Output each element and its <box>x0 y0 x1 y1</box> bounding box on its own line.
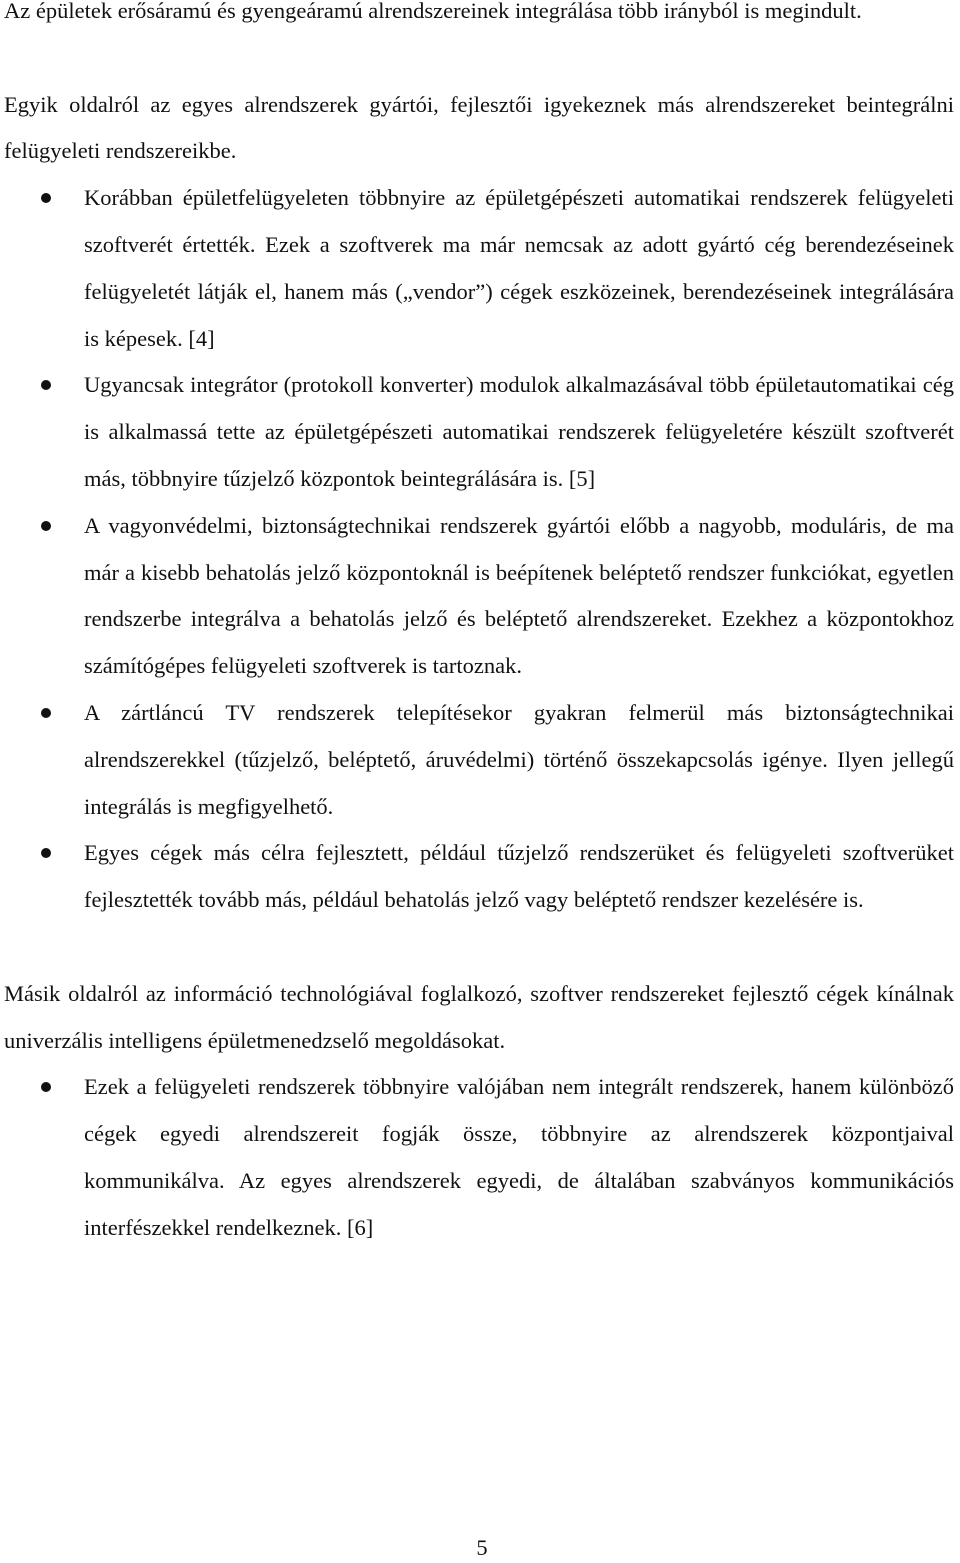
bullet-item <box>0 1064 960 1251</box>
intro-paragraph: Az épületek erősáramú és gyengeáramú alrendszereinek integrálása több irányból is megindult. <box>4 0 862 23</box>
bullet-icon <box>41 380 51 390</box>
section-one-paragraph: Egyik oldalról az egyes alrendszerek gyártói, fejlesztői igyekeznek más alrendszereket beintegrálni felügyeleti rendszereikbe. <box>4 91 954 164</box>
bullet-item <box>0 503 960 690</box>
paragraph-spacer <box>0 35 960 82</box>
section-two-bullet-list <box>0 1064 960 1251</box>
bullet-text: Korábban épületfelügyeleten többnyire az épületgépészeti automatikai rendszerek felügyeleti szoftverét értették. Ezek a szoftverek ma már nemcsak az adott gyártó cég berendezéseinek felügyeletét látják el, hanem más („vendor”) cégek eszközeinek, berendezéseinek integrálására is képesek. [4] <box>84 185 954 351</box>
bullet-text: Ugyancsak integrátor (protokoll konverter) modulok alkalmazásával több épületautomatikai cég is alkalmassá tette az épületgépészeti automatikai rendszerek felügyeletére készült szoftverét más, többnyire tűzjelző központok beintegrálására is. [5] <box>84 372 954 491</box>
section-two-paragraph: Másik oldalról az információ technológiával foglalkozó, szoftver rendszereket fejlesztő cégek kínálnak univerzális intelligens épületmenedzselő megoldásokat. <box>4 980 954 1053</box>
bullet-icon <box>41 708 51 718</box>
section-one-bullet-list <box>0 175 960 924</box>
bullet-item <box>0 690 960 830</box>
paragraph-spacer <box>0 924 960 971</box>
bullet-icon <box>41 521 51 531</box>
bullet-text: Egyes cégek más célra fejlesztett, például tűzjelző rendszerüket és felügyeleti szoftverüket fejlesztették tovább más, például behatolás jelző vagy beléptető rendszer kezelésére is. <box>84 840 954 913</box>
bullet-item <box>0 362 960 502</box>
bullet-text: A vagyonvédelmi, biztonságtechnikai rendszerek gyártói előbb a nagyobb, moduláris, de ma már a kisebb behatolás jelző központoknál is beépítenek beléptető rendszer funkciókat, egyetlen rendszerbe integrálva a behatolás jelző és beléptető alrendszereket. Ezekhez a központokhoz számítógépes felügyeleti szoftverek is tartoznak. <box>84 512 954 679</box>
bullet-text: A zártláncú TV rendszerek telepítésekor gyakran felmerül más biztonságtechnikai alrendszerekkel (tűzjelző, beléptető, áruvédelmi) történő összekapcsolás igénye. Ilyen jellegű integrálás is megfigyelhető. <box>84 699 954 819</box>
bullet-item <box>0 830 960 924</box>
bullet-item <box>0 175 960 362</box>
bullet-icon <box>41 848 51 858</box>
bullet-icon <box>41 193 51 203</box>
bullet-text: Ezek a felügyeleti rendszerek többnyire valójában nem integrált rendszerek, hanem különböző cégek egyedi alrendszereit fogják össze, többnyire az alrendszerek központjaival kommunikálva. Az egyes alrendszerek egyedi, de általában szabványos kommunikációs interfészekkel rendelkeznek. [6] <box>84 1074 954 1240</box>
page-number: 5 <box>476 1535 488 1560</box>
bullet-icon <box>41 1082 51 1092</box>
